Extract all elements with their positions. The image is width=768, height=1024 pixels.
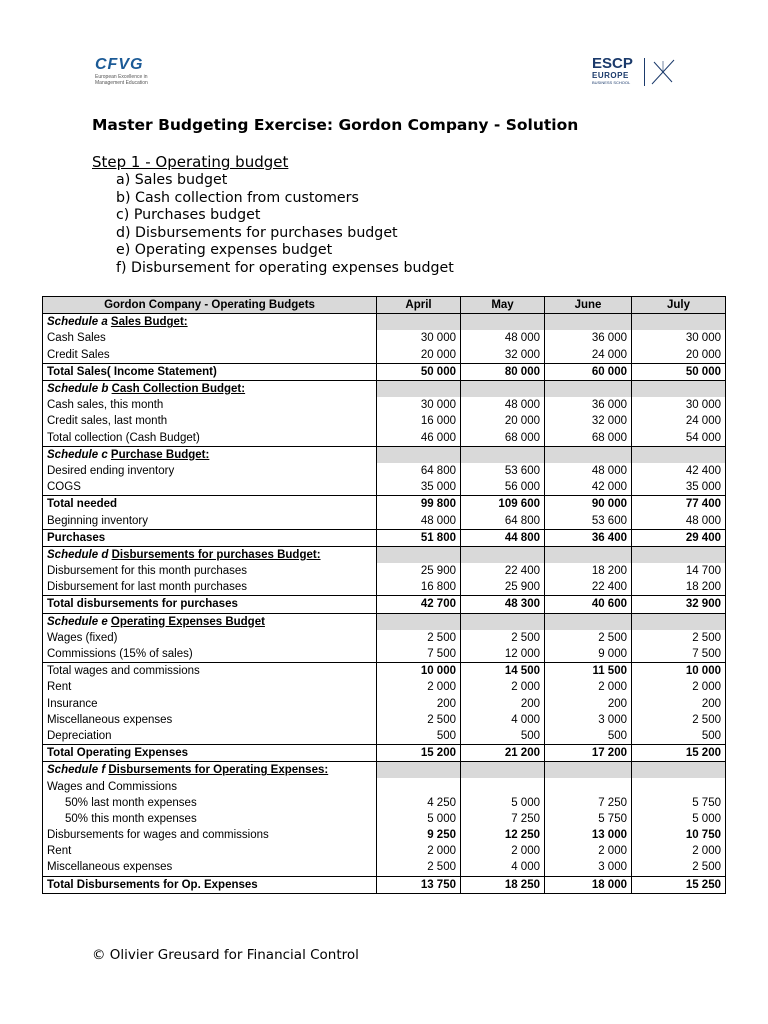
cfvg-logo-text: CFVG <box>95 56 144 73</box>
escp-logo-tag: BUSINESS SCHOOL <box>592 80 631 85</box>
row-label: Disbursement for last month purchases <box>43 579 377 596</box>
table-row <box>43 330 726 346</box>
escp-star-icon <box>650 58 676 86</box>
table-cell <box>545 446 632 463</box>
table-row <box>43 347 726 364</box>
col-header-april: April <box>377 297 461 314</box>
table-row <box>43 876 726 893</box>
table-cell: 14 500 <box>461 663 545 680</box>
schedule-prefix: Schedule e <box>47 615 108 628</box>
table-cell: 20 000 <box>632 347 726 364</box>
table-cell: 2 000 <box>377 679 461 695</box>
table-cell: 22 400 <box>545 579 632 596</box>
table-cell <box>545 314 632 331</box>
escp-logo-text: ESCP <box>592 55 633 72</box>
col-header-july: July <box>632 297 726 314</box>
table-cell: 64 800 <box>461 512 545 529</box>
table-cell: 56 000 <box>461 479 545 496</box>
table-cell: 32 000 <box>545 413 632 429</box>
table-cell: 48 000 <box>545 463 632 479</box>
table-cell: 200 <box>377 696 461 712</box>
table-cell <box>461 546 545 563</box>
table-cell <box>632 778 726 794</box>
row-label: Commissions (15% of sales) <box>43 646 377 663</box>
table-row <box>43 696 726 712</box>
table-cell: 15 250 <box>632 876 726 893</box>
table-row <box>43 512 726 529</box>
row-label: Miscellaneous expenses <box>43 712 377 728</box>
table-cell: 50 000 <box>632 363 726 380</box>
schedule-header-row <box>43 380 726 397</box>
table-cell: 53 600 <box>461 463 545 479</box>
table-cell: 30 000 <box>632 330 726 346</box>
col-header-june: June <box>545 297 632 314</box>
table-header-title: Gordon Company - Operating Budgets <box>43 297 377 314</box>
table-cell: 13 750 <box>377 876 461 893</box>
table-cell: 35 000 <box>632 479 726 496</box>
escp-logo-divider <box>644 58 645 86</box>
row-label: Credit Sales <box>43 347 377 364</box>
row-label: Total collection (Cash Budget) <box>43 430 377 447</box>
step-item: b) Cash collection from customers <box>116 189 359 206</box>
table-cell: 42 400 <box>632 463 726 479</box>
table-row <box>43 663 726 680</box>
table-cell: 4 250 <box>377 795 461 811</box>
table-body <box>43 297 726 894</box>
table-cell: 500 <box>461 728 545 745</box>
table-cell: 2 000 <box>632 843 726 859</box>
table-cell <box>377 613 461 630</box>
table-row <box>43 778 726 794</box>
row-label: Depreciation <box>43 728 377 745</box>
table-cell: 16 800 <box>377 579 461 596</box>
table-cell: 68 000 <box>461 430 545 447</box>
row-label: Total wages and commissions <box>43 663 377 680</box>
table-row <box>43 679 726 695</box>
table-cell: 25 900 <box>377 563 461 579</box>
table-cell: 44 800 <box>461 529 545 546</box>
row-label: Cash Sales <box>43 330 377 346</box>
table-cell: 3 000 <box>545 859 632 876</box>
table-row <box>43 745 726 762</box>
table-cell: 30 000 <box>377 330 461 346</box>
table-cell <box>377 762 461 779</box>
footer-copyright: © Olivier Greusard for Financial Control <box>92 947 359 963</box>
table-cell: 2 000 <box>377 843 461 859</box>
row-label: Disbursements for wages and commissions <box>43 827 377 843</box>
table-cell: 7 500 <box>632 646 726 663</box>
table-cell <box>461 380 545 397</box>
table-cell <box>461 446 545 463</box>
row-label: 50% this month expenses <box>43 811 377 827</box>
table-row <box>43 529 726 546</box>
table-row <box>43 363 726 380</box>
table-cell <box>377 446 461 463</box>
table-cell: 9 250 <box>377 827 461 843</box>
table-cell: 42 000 <box>545 479 632 496</box>
table-cell: 21 200 <box>461 745 545 762</box>
table-cell <box>545 613 632 630</box>
table-cell: 2 000 <box>461 679 545 695</box>
table-cell: 2 000 <box>461 843 545 859</box>
table-row <box>43 843 726 859</box>
table-cell: 20 000 <box>461 413 545 429</box>
row-label: Desired ending inventory <box>43 463 377 479</box>
table-row <box>43 795 726 811</box>
cfvg-logo-tagline: European Excellence in Management Education <box>95 74 148 86</box>
table-cell: 5 750 <box>632 795 726 811</box>
schedule-name: Disbursements for Operating Expenses: <box>108 764 329 777</box>
table-cell: 36 000 <box>545 330 632 346</box>
row-label: Purchases <box>43 529 377 546</box>
row-label: Insurance <box>43 696 377 712</box>
step-item: c) Purchases budget <box>116 207 261 224</box>
table-cell: 25 900 <box>461 579 545 596</box>
row-label: Total needed <box>43 496 377 513</box>
schedule-header-row <box>43 314 726 331</box>
schedule-prefix: Schedule d <box>47 548 109 561</box>
col-header-may: May <box>461 297 545 314</box>
table-row <box>43 712 726 728</box>
table-cell <box>632 314 726 331</box>
row-label: Total Sales( Income Statement) <box>43 363 377 380</box>
table-cell: 29 400 <box>632 529 726 546</box>
table-row <box>43 496 726 513</box>
table-cell: 42 700 <box>377 596 461 613</box>
table-cell: 54 000 <box>632 430 726 447</box>
schedule-prefix: Schedule c <box>47 448 108 461</box>
table-cell: 10 750 <box>632 827 726 843</box>
step-item: a) Sales budget <box>116 172 228 188</box>
table-cell: 64 800 <box>377 463 461 479</box>
table-cell: 12 000 <box>461 646 545 663</box>
schedule-name: Purchase Budget: <box>110 448 210 461</box>
row-label: Total Operating Expenses <box>43 745 377 762</box>
table-cell: 200 <box>461 696 545 712</box>
table-row <box>43 646 726 663</box>
table-cell <box>545 546 632 563</box>
table-cell: 2 500 <box>461 630 545 646</box>
table-row <box>43 728 726 745</box>
table-cell <box>377 314 461 331</box>
table-cell: 5 000 <box>377 811 461 827</box>
table-cell: 2 500 <box>632 630 726 646</box>
row-label: COGS <box>43 479 377 496</box>
table-cell: 2 500 <box>377 712 461 728</box>
schedule-title <box>43 762 377 779</box>
row-label: Total disbursements for purchases <box>43 596 377 613</box>
table-cell: 18 000 <box>545 876 632 893</box>
table-cell: 48 300 <box>461 596 545 613</box>
table-cell: 90 000 <box>545 496 632 513</box>
table-row <box>43 579 726 596</box>
table-row <box>43 827 726 843</box>
table-cell: 5 000 <box>461 795 545 811</box>
table-cell: 48 000 <box>632 512 726 529</box>
table-cell: 30 000 <box>377 397 461 413</box>
table-cell <box>632 446 726 463</box>
table-cell: 2 000 <box>632 679 726 695</box>
table-cell <box>461 613 545 630</box>
table-cell: 50 000 <box>377 363 461 380</box>
table-cell: 17 200 <box>545 745 632 762</box>
schedule-header-row <box>43 762 726 779</box>
table-cell: 10 000 <box>377 663 461 680</box>
row-label: Disbursement for this month purchases <box>43 563 377 579</box>
table-cell: 35 000 <box>377 479 461 496</box>
table-cell: 109 600 <box>461 496 545 513</box>
schedule-prefix: Schedule f <box>47 764 106 777</box>
table-row <box>43 479 726 496</box>
table-cell: 7 250 <box>461 811 545 827</box>
table-cell: 500 <box>545 728 632 745</box>
table-cell <box>545 762 632 779</box>
schedule-name: Operating Expenses Budget <box>110 615 265 628</box>
table-cell: 68 000 <box>545 430 632 447</box>
table-cell: 60 000 <box>545 363 632 380</box>
row-label: Wages and Commissions <box>43 778 377 794</box>
table-cell: 20 000 <box>377 347 461 364</box>
table-cell: 80 000 <box>461 363 545 380</box>
table-row <box>43 596 726 613</box>
schedule-name: Disbursements for purchases Budget: <box>111 548 321 561</box>
row-label: 50% last month expenses <box>43 795 377 811</box>
table-cell: 12 250 <box>461 827 545 843</box>
table-cell: 2 500 <box>632 712 726 728</box>
schedule-header-row <box>43 446 726 463</box>
table-cell: 5 000 <box>632 811 726 827</box>
table-cell: 36 000 <box>545 397 632 413</box>
row-label: Cash sales, this month <box>43 397 377 413</box>
table-row <box>43 413 726 429</box>
table-cell: 18 200 <box>545 563 632 579</box>
schedule-name: Cash Collection Budget: <box>111 383 246 396</box>
table-cell: 200 <box>545 696 632 712</box>
row-label: Credit sales, last month <box>43 413 377 429</box>
escp-logo <box>592 56 682 90</box>
table-row <box>43 630 726 646</box>
schedule-title <box>43 446 377 463</box>
table-row <box>43 430 726 447</box>
row-label: Rent <box>43 843 377 859</box>
table-cell: 2 500 <box>377 630 461 646</box>
table-cell: 2 500 <box>377 859 461 876</box>
table-cell: 11 500 <box>545 663 632 680</box>
table-cell <box>632 762 726 779</box>
table-cell: 22 400 <box>461 563 545 579</box>
table-cell: 7 500 <box>377 646 461 663</box>
table-cell: 500 <box>632 728 726 745</box>
table-cell <box>632 613 726 630</box>
table-cell <box>377 380 461 397</box>
table-header-row <box>43 297 726 314</box>
row-label: Beginning inventory <box>43 512 377 529</box>
schedule-title <box>43 380 377 397</box>
table-cell <box>632 380 726 397</box>
row-label: Rent <box>43 679 377 695</box>
table-cell: 46 000 <box>377 430 461 447</box>
cfvg-logo <box>95 56 195 90</box>
table-cell: 2 500 <box>545 630 632 646</box>
schedule-name: Sales Budget: <box>110 316 188 329</box>
step-item: e) Operating expenses budget <box>116 242 333 259</box>
table-cell: 16 000 <box>377 413 461 429</box>
row-label: Miscellaneous expenses <box>43 859 377 876</box>
table-cell: 7 250 <box>545 795 632 811</box>
table-row <box>43 397 726 413</box>
table-cell: 36 400 <box>545 529 632 546</box>
escp-logo-sub: EUROPE <box>592 71 629 80</box>
table-cell <box>461 762 545 779</box>
table-cell: 48 000 <box>377 512 461 529</box>
table-cell: 5 750 <box>545 811 632 827</box>
step-heading: Step 1 - Operating budget <box>92 153 289 171</box>
table-row <box>43 563 726 579</box>
table-cell: 13 000 <box>545 827 632 843</box>
operating-budgets-table <box>42 296 726 894</box>
table-cell: 53 600 <box>545 512 632 529</box>
table-cell: 77 400 <box>632 496 726 513</box>
table-cell: 9 000 <box>545 646 632 663</box>
table-cell: 15 200 <box>632 745 726 762</box>
table-cell <box>377 546 461 563</box>
table-cell: 32 000 <box>461 347 545 364</box>
schedule-title <box>43 613 377 630</box>
table-cell: 30 000 <box>632 397 726 413</box>
table-cell: 15 200 <box>377 745 461 762</box>
schedule-title <box>43 314 377 331</box>
schedule-prefix: Schedule a <box>47 316 108 329</box>
step-item: f) Disbursement for operating expenses budget <box>116 259 454 276</box>
table-cell: 24 000 <box>632 413 726 429</box>
table-cell: 32 900 <box>632 596 726 613</box>
table-cell: 10 000 <box>632 663 726 680</box>
table-cell: 2 000 <box>545 679 632 695</box>
page-title: Master Budgeting Exercise: Gordon Company - Solution <box>92 116 579 134</box>
table-cell: 48 000 <box>461 330 545 346</box>
table-cell: 48 000 <box>461 397 545 413</box>
table-cell <box>632 546 726 563</box>
table-row <box>43 811 726 827</box>
schedule-prefix: Schedule b <box>47 383 109 396</box>
table-cell: 4 000 <box>461 859 545 876</box>
table-cell <box>461 778 545 794</box>
table-cell: 4 000 <box>461 712 545 728</box>
table-cell <box>461 314 545 331</box>
schedule-title <box>43 546 377 563</box>
table-cell: 2 500 <box>632 859 726 876</box>
table-cell: 24 000 <box>545 347 632 364</box>
table-cell: 40 600 <box>545 596 632 613</box>
table-cell: 200 <box>632 696 726 712</box>
step-list <box>116 172 454 278</box>
schedule-header-row <box>43 546 726 563</box>
table-cell: 51 800 <box>377 529 461 546</box>
table-cell <box>377 778 461 794</box>
table-row <box>43 463 726 479</box>
table-row <box>43 859 726 876</box>
table-cell: 99 800 <box>377 496 461 513</box>
table-cell: 18 250 <box>461 876 545 893</box>
table-cell <box>545 380 632 397</box>
row-label: Total Disbursements for Op. Expenses <box>43 876 377 893</box>
table-cell <box>545 778 632 794</box>
schedule-header-row <box>43 613 726 630</box>
table-cell: 18 200 <box>632 579 726 596</box>
row-label: Wages (fixed) <box>43 630 377 646</box>
table-cell: 500 <box>377 728 461 745</box>
table-cell: 2 000 <box>545 843 632 859</box>
table-cell: 14 700 <box>632 563 726 579</box>
table-cell: 3 000 <box>545 712 632 728</box>
step-item: d) Disbursements for purchases budget <box>116 224 398 241</box>
